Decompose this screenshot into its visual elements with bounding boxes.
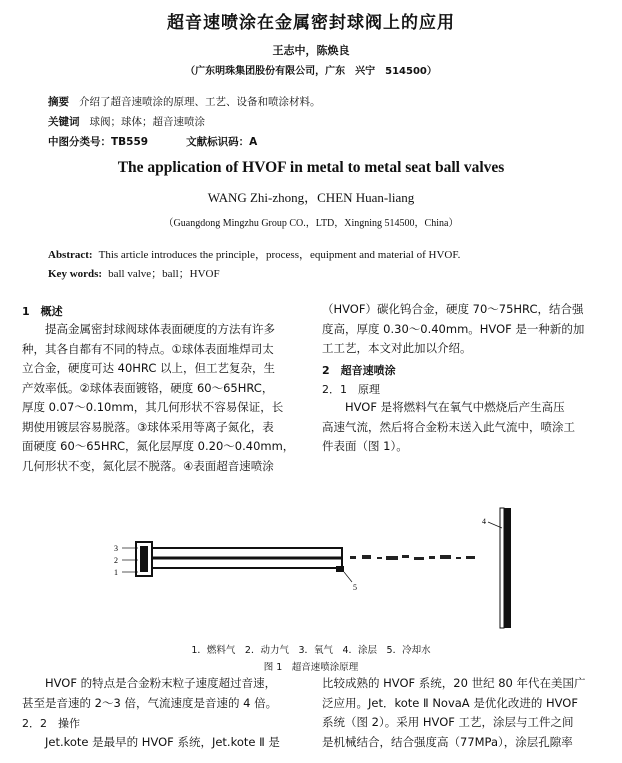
authors-cn: 王志中，陈焕良 — [272, 44, 350, 57]
workpiece — [504, 508, 511, 628]
label-3: 3 — [114, 544, 118, 553]
label-5: 5 — [353, 583, 357, 592]
hvof-diagram — [100, 500, 530, 640]
cooling-port — [336, 566, 344, 572]
doc-code: 文献标识码：A — [186, 136, 258, 148]
r21-line-1: 高速气流，然后将合金粉末送入此气流中，喷涂工 — [322, 419, 575, 434]
br-line-2: 系统（图 2）。采用 HVOF 工艺，涂层与工件之间 — [322, 715, 574, 729]
label-1: 1 — [114, 568, 118, 577]
keywords-en-text: ball valve；ball；HVOF — [108, 268, 220, 280]
s1-line-7: 几何形状不变，氮化层不脱落。④表面超音速喷涂 — [22, 458, 274, 473]
abstract-cn-text: 介绍了超音速喷涂的原理、工艺、设备和喷涂材料。 — [79, 96, 321, 108]
bl-line-1: 甚至是音速的 2～3 倍，气流速度是音速的 4 倍。 — [22, 695, 278, 710]
abstract-en-label: Abstract: — [48, 249, 93, 261]
subsection-2-1: 2．1 原理 — [322, 383, 380, 396]
section2-heading: 2 超音速喷涂 — [322, 364, 396, 377]
r21-line-2: 件表面（图 1）。 — [322, 439, 408, 453]
s1-line-3: 产效率低。②球体表面镀铬，硬度 60～65HRC， — [22, 380, 274, 395]
gun-chamber-core — [140, 546, 148, 572]
subsection-2-2: 2．2 操作 — [22, 717, 80, 730]
keywords-cn-text: 球阀；球体；超音速喷涂 — [89, 116, 205, 128]
figure-caption: 图 1 超音速喷涂原理 — [263, 662, 359, 673]
bl-line-0: HVOF 的特点是合金粉末粒子速度超过音速， — [45, 676, 277, 690]
bottom-right-body — [322, 674, 604, 752]
br-line-1: 泛应用。Jet．kote Ⅱ NovaA 是优化改进的 HVOF — [322, 695, 578, 710]
r21-line-0: HVOF 是将燃料气在氧气中燃烧后产生高压 — [345, 400, 565, 414]
bl-line-last: Jet.kote 是最早的 HVOF 系统，Jet.kote Ⅱ 是 — [45, 735, 280, 749]
abstract-en — [48, 246, 460, 262]
br-line-3: 是机械结合，结合强度高（77MPa），涂层孔隙率 — [322, 734, 573, 749]
label-2: 2 — [114, 556, 118, 565]
s1-line-0: 提高金属密封球阀球体表面硬度的方法有许多 — [45, 322, 275, 336]
coating — [500, 508, 504, 628]
classification-code: 中图分类号：TB559 — [48, 136, 149, 148]
keywords-en — [48, 265, 220, 281]
keywords-cn-label: 关键词 — [48, 116, 80, 128]
title-cn: 超音速喷涂在金属密封球阀上的应用 — [167, 13, 455, 33]
s1-line-5: 期使用镀层容易脱落。③球体采用等离子氮化，表 — [22, 419, 274, 434]
section2-1-body — [322, 398, 604, 457]
authors-en: WANG Zhi-zhong，CHEN Huan-liang — [207, 190, 415, 205]
s1-line-2: 立合金，硬度可达 40HRC 以上，但工艺复杂，生 — [22, 361, 276, 375]
s1-line-4: 厚度 0.07～0.10mm，其几何形状不容易保证，长 — [22, 400, 284, 414]
affiliation-en: （Guangdong Mingzhu Group CO.，LTD，Xingning 514500，China） — [163, 218, 459, 229]
abstract-cn — [48, 94, 321, 109]
s1-line-6: 面硬度 60～65HRC，氮化层厚度 0.20～0.40mm， — [22, 439, 295, 453]
label-4: 4 — [482, 517, 486, 526]
bottom-left-last — [22, 733, 304, 753]
figure-legend: 1．燃料气 2．动力气 3．氧气 4．涂层 5．冷却水 — [191, 645, 431, 656]
title-en: The application of HVOF in metal to metal seat ball valves — [117, 159, 505, 176]
r-line-1: 度高，厚度 0.30～0.40mm。HVOF 是一种新的加 — [322, 321, 585, 336]
r-line-0: （HVOF）碳化钨合金，硬度 70～75HRC，结合强 — [322, 302, 584, 316]
right-col-top — [322, 300, 604, 359]
affiliation-cn: （广东明珠集团股份有限公司，广东 兴宁 514500） — [185, 66, 437, 77]
abstract-cn-label: 摘要 — [48, 96, 69, 108]
keywords-cn — [48, 114, 205, 129]
spray-stream — [350, 555, 475, 560]
classification — [48, 134, 267, 149]
bottom-left-body — [22, 674, 304, 713]
r-line-2: 工工艺，本文对此加以介绍。 — [322, 341, 472, 355]
section1-heading: 1 概述 — [22, 305, 63, 318]
keywords-en-label: Key words: — [48, 268, 103, 280]
br-line-0: 比较成熟的 HVOF 系统，20 世纪 80 年代在美国广 — [322, 676, 586, 690]
abstract-en-text: This article introduces the principle，process，equipment and material of HVOF. — [98, 249, 461, 261]
s1-line-1: 种，其各自都有不同的特点。①球体表面堆焊司太 — [22, 341, 274, 356]
section1-body — [22, 320, 304, 476]
